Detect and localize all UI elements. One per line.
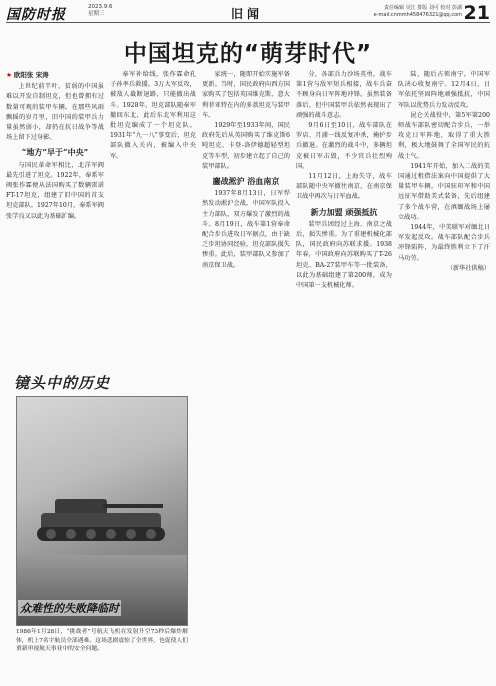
- feature-photo: [16, 396, 188, 626]
- subheading: 鏖战淞沪 浴血南京: [212, 176, 280, 187]
- subheading: “地方”早于“中央”: [21, 147, 89, 158]
- headline: 中国坦克的“萌芽时代”: [123, 41, 373, 67]
- photo-overlay-title: 众难性的失败降临时: [20, 602, 119, 615]
- paragraph: 上世纪前半叶，贫弱的中国虽难以开发自制坦克，但也曾拥有过数量可观的装甲车辆。在那些风雨飘摇的岁月里，旧中国的装甲兵力量虽然弱小，却仍在抗日战争等战场上留下过身影。: [6, 83, 104, 142]
- article-body: [6, 70, 490, 680]
- paragraph: 家统一，随即开始实施军备更新。当时，国民政府向西方国家购买了包括英国维克斯、意大利菲亚特在内的多款坦克与装甲车。: [202, 71, 290, 119]
- subheading: 新力加盟 顽强抵抗: [310, 206, 378, 217]
- byline: [6, 70, 104, 80]
- paragraph: 装甲兵团经过上海、南京之战后，损失惨重。为了重建机械化部队，国民政府向苏联求援。1938年春，中国政府向苏联购买了T-26坦克、BA-27装甲车等一批装备，以此为基础组建了第200师，成为中国第一支机械化师。: [296, 220, 392, 290]
- paragraph: 1929年至1933年间，国民政府先后从英国购买了维克斯6吨坦克、卡登-洛伊德超轻型坦克等车型，初步建立起了自己的装甲部队。: [202, 122, 290, 170]
- masthead: [6, 3, 490, 23]
- issue-info: [88, 4, 113, 18]
- byline-authors: 欧阳张 宋涛: [13, 71, 49, 79]
- star-icon: ★: [6, 71, 12, 79]
- paragraph: 陆，随后占领南宁。中国军队决心收复南宁。12月4日，日军依托坚固阵地顽强抵抗，中国军队以优势兵力发动反攻。: [398, 71, 490, 109]
- credit: （新华社供稿）: [446, 264, 490, 272]
- issue-date: 2023.9.6: [88, 4, 113, 10]
- editor-line: 责任编辑 吴江 排版 刘可 校对 彭湖: [384, 5, 462, 11]
- feature-title: 镜头中的历史: [14, 374, 111, 392]
- column-4: [296, 70, 392, 682]
- paragraph: 分，各部兵力沙场英勇，战车第1营与敌军短兵相接，战车兵奋不顾身向日军阵地冲锋。虽然装备落后，但中国装甲兵依然表现出了顽强的战斗意志。: [296, 71, 392, 119]
- issue-weekday: 星期三: [88, 11, 105, 17]
- paragraph: 与国民革命军相比，北洋军阀最先引进了坦克。1922年，奉系军阀张作霖便从法国购买了数辆雷诺FT-17坦克，组建了旧中国的首支坦克部队。1927年10月，奉系军阀张学良又以此为基础扩编。: [6, 161, 104, 220]
- section-title: 旧闻: [231, 7, 264, 21]
- newspaper-brand: 国防时报: [6, 7, 66, 23]
- paragraph: 1941年开始，加入二战的美国通过租借法案向中国提供了大量装甲车辆。中国驻印军和中国远征军借助美式装备，先后组建了多个战车营，在滇缅战场上屡立战功。: [398, 162, 490, 221]
- paragraph: 1937年8月13日，日军悍然发动淞沪会战。中国军队投入主力部队，双方爆发了激烈的战斗。8月19日，战车第1营奉命配合步兵进攻日军据点，由于缺乏步坦协同经验，坦克部队损失惨重。此后，装甲部队又参加了南京保卫战。: [202, 190, 290, 269]
- paragraph: 1944年，中美联军对缅北日军发起反攻。战车部队配合步兵冲锋陷阵，为最终胜利立下了汗马功劳。: [398, 224, 490, 262]
- column-5: [398, 70, 490, 682]
- paragraph: 奉军补给线，张作霖命孔子孙率兵救援。3万大军反攻，被敌人截断退路，只能撤出战斗。1928年，坦克部队随奉军撤回东北，此后东北军利用这批坦克编成了一个坦克队。1931年“九一八”事变后，坦克部队撤入关内，被编入中央军。: [110, 71, 196, 160]
- history-feature: [6, 372, 196, 682]
- tank-silhouette-icon: [37, 493, 169, 545]
- column-2: [110, 70, 196, 368]
- column-1: [6, 70, 104, 368]
- photo-caption: 1986年1月28日，“挑战者”号航天飞机在发射升空73秒后爆炸解体，机上7名宇航员全部遇难。这场悲剧震惊了全世界，也促使人们重新审视航天事业中的安全问题。: [16, 629, 188, 652]
- editor-contacts: [374, 5, 462, 19]
- email-line: e-mail:cnmmh458476321@qq.com: [373, 12, 462, 18]
- paragraph: 9月6日至10日，战车部队在罗店、月浦一线反复冲杀，掩护步兵撤退。在激烈的战斗中，多辆坦克被日军击毁，不少官兵壮烈殉国。: [296, 122, 392, 170]
- paragraph: 昆仑关战役中，第5军第200师战车部队密切配合步兵，一举攻克日军阵地，取得了重大胜利，极大地鼓舞了全国军民的抗战士气。: [398, 111, 490, 160]
- paragraph: 11月12日，上海失守，战车部队随中央军撤往南京，在南京保卫战中再次与日军血战。: [296, 173, 392, 201]
- column-3: [202, 70, 290, 682]
- page-number: 21: [463, 2, 490, 24]
